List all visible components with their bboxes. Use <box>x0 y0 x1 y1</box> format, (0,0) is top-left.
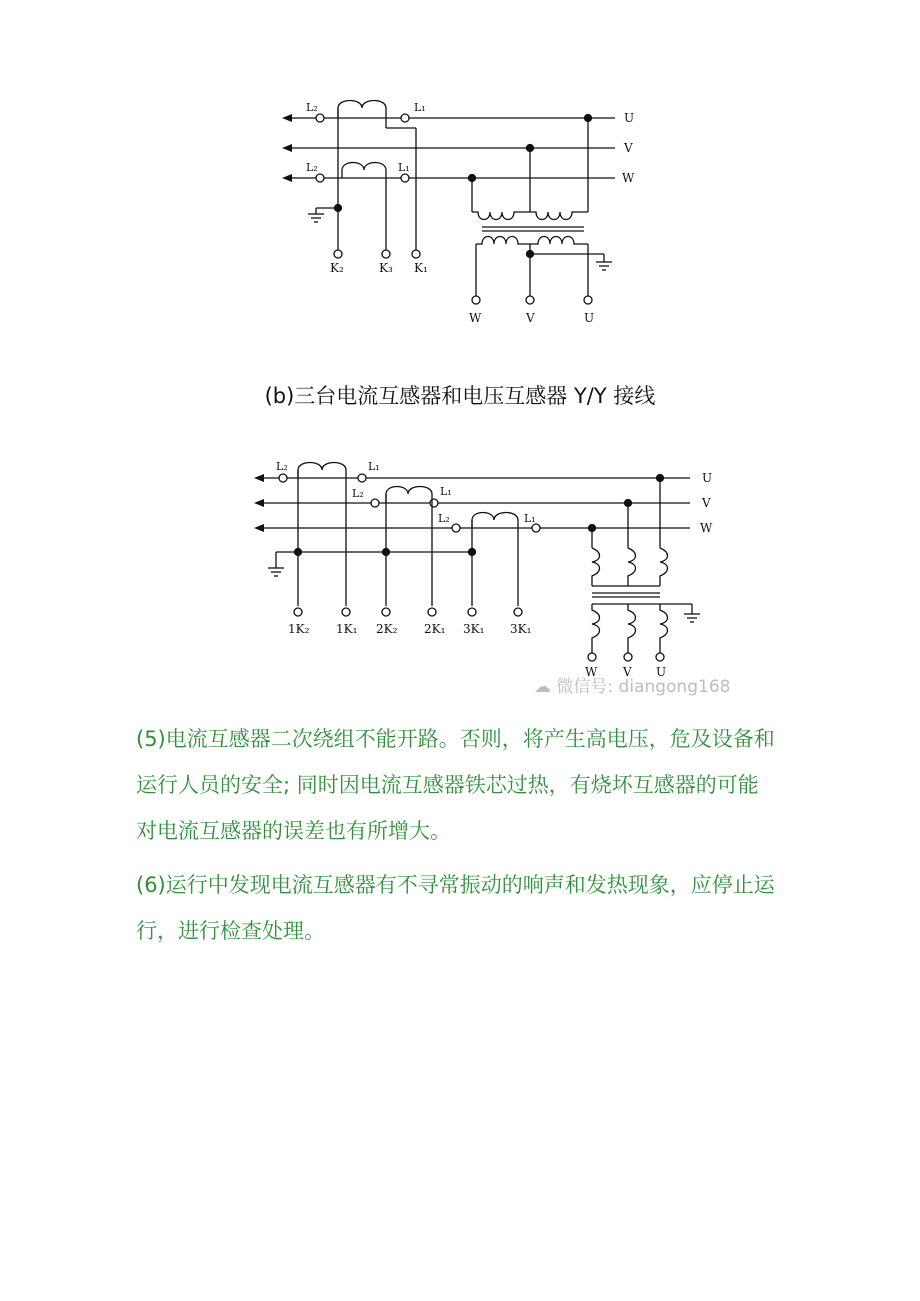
label-k3: K₃ <box>379 261 393 275</box>
terminal-l2-top <box>316 114 324 122</box>
label-k1: K₁ <box>414 261 428 275</box>
label-pt-u: U <box>656 665 667 679</box>
phase-v: V <box>702 496 711 510</box>
wechat-icon: ☁ <box>534 677 551 697</box>
ct-coil-top <box>338 101 386 129</box>
terminal-3k1b <box>514 608 522 616</box>
terminal-pt-w <box>472 296 480 304</box>
terminal-l2-bottom <box>316 174 324 182</box>
ground-icon <box>268 568 284 576</box>
ct1-label-l1: L₁ <box>368 460 380 473</box>
ct3-label-l2: L₂ <box>438 512 450 525</box>
wiring-diagram-1 <box>0 0 920 340</box>
terminal-1k1 <box>342 608 350 616</box>
paragraph-5-line: (5)电流互感器二次绕组不能开路。否则，将产生高电压，危及设备和 <box>136 727 775 751</box>
terminal-1k2 <box>294 608 302 616</box>
ct1-label-l2: L₂ <box>276 460 288 473</box>
ct-coil-bottom <box>342 163 386 251</box>
label-l1-top: L₁ <box>414 101 426 114</box>
label-3k1a: 3K₁ <box>463 622 485 636</box>
ct2-label-l1: L₁ <box>440 485 452 498</box>
label-pt-u: U <box>584 311 595 325</box>
label-1k1: 1K₁ <box>336 622 358 636</box>
pt-secondary-winding <box>476 237 588 245</box>
ct3-label-l1: L₁ <box>524 512 536 525</box>
paragraph-5 <box>136 716 796 854</box>
ground-icon <box>684 614 700 622</box>
ground-icon <box>308 214 324 222</box>
wiring-diagram-2 <box>0 450 920 700</box>
ct1-coil <box>298 463 346 607</box>
label-pt-v: V <box>526 311 535 325</box>
label-l1-bottom: L₁ <box>398 161 410 174</box>
paragraph-5-line: 运行人员的安全; 同时因电流互感器铁芯过热，有烧坏互感器的可能 <box>136 773 759 797</box>
terminal-3k1a <box>468 608 476 616</box>
label-pt-w: W <box>469 311 482 325</box>
paragraph-6-line: 行，进行检查处理。 <box>136 919 325 943</box>
terminal-pt-w <box>588 653 596 661</box>
terminal-k2 <box>334 250 342 258</box>
label-pt-w: W <box>585 665 598 679</box>
ct2-coil <box>386 487 432 607</box>
terminal-pt-u <box>584 296 592 304</box>
paragraph-5-line: 对电流互感器的误差也有所增大。 <box>136 819 451 843</box>
label-pt-v: V <box>623 665 632 679</box>
terminal-pt-v <box>624 653 632 661</box>
pt-primary-windings <box>592 548 668 586</box>
phase-u: U <box>624 111 635 125</box>
terminal-2k2 <box>382 608 390 616</box>
paragraph-6-line: (6)运行中发现电流互感器有不寻常振动的响声和发热现象，应停止运 <box>136 873 775 897</box>
terminal-l1-bottom <box>401 174 409 182</box>
terminal-pt-u <box>656 653 664 661</box>
pt-primary-winding <box>472 212 588 220</box>
arrow-icon <box>254 474 264 532</box>
label-2k1: 2K₁ <box>424 622 446 636</box>
ct2-label-l2: L₂ <box>352 487 364 500</box>
watermark-text: 微信号: diangong168 <box>556 677 731 697</box>
terminal-k1 <box>412 250 420 258</box>
terminal-l1-top <box>401 114 409 122</box>
pt-secondary-windings <box>592 604 668 653</box>
label-k2: K₂ <box>330 261 344 275</box>
watermark <box>534 672 730 697</box>
terminal-2k1 <box>428 608 436 616</box>
label-l2-bottom: L₂ <box>306 161 318 174</box>
phase-v: V <box>624 141 633 155</box>
label-l2-top: L₂ <box>306 101 318 114</box>
terminal-pt-v <box>526 296 534 304</box>
arrow-icon <box>282 114 292 182</box>
label-3k1b: 3K₁ <box>510 622 532 636</box>
label-1k2: 1K₂ <box>288 622 310 636</box>
figure-caption: (b)三台电流互感器和电压互感器 Y/Y 接线 <box>264 384 656 408</box>
paragraph-6 <box>136 862 796 954</box>
label-2k2: 2K₂ <box>376 622 398 636</box>
ct3-coil <box>472 513 518 607</box>
phase-u: U <box>702 471 713 485</box>
ground-icon <box>596 262 612 270</box>
phase-w: W <box>700 521 713 535</box>
terminal-k3 <box>382 250 390 258</box>
phase-w: W <box>622 171 635 185</box>
